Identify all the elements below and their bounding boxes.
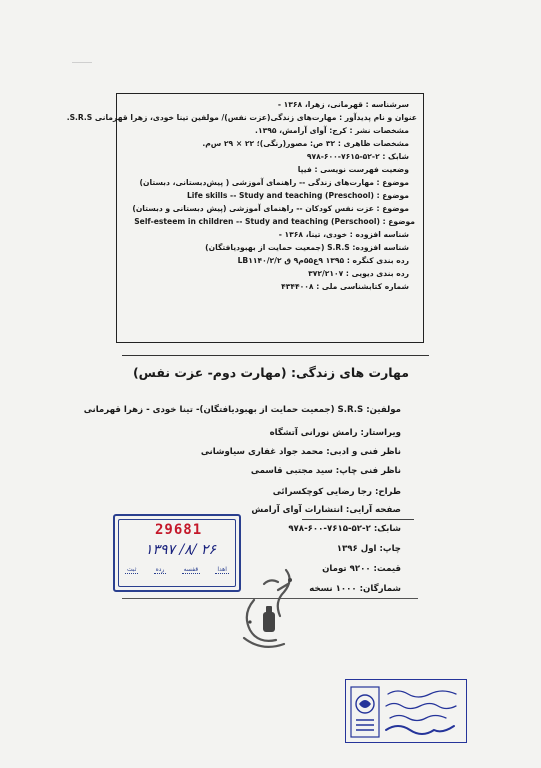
stamp-field: ثبت [127, 566, 137, 573]
library-stamp [113, 514, 241, 592]
credit-isbn: شابک: ۲-۵۲-۷۶۱۵-۶۰۰-۹۷۸ [288, 524, 401, 534]
stamp-date: ۱۳۹۷ /۸/ ۲۶ [145, 542, 216, 558]
cip-line: عنوان و نام پدیدآور : مهارت‌های زندگی(عزت نفس)/ مولفین تینا خودی، زهرا قهرمانی S.R.S. [66, 113, 417, 122]
cip-line: مشخصات ظاهری : ۳۲ ص: مصور(رنگی)؛ ۲۲ × ۲۹ س‌م. [202, 139, 409, 148]
cip-line: شابک : ۲-۵۲-۷۶۱۵-۶۰۰-۹۷۸ [306, 152, 409, 161]
library-emblem-stamp [345, 679, 467, 743]
credit-editor: ویراستار: رامش نورانی آتشگاه [269, 428, 401, 438]
cip-line: موضوع : Self-esteem in children -- Study and teaching (Perschool) [134, 217, 415, 226]
stamp-field: رده [155, 566, 165, 573]
cip-line: موضوع : مهارت‌های زندگی -- راهنمای آموزشی ( پیش‌دبستانی، دبستان) [139, 178, 409, 187]
cip-line: شناسه افزوده: S.R.S (جمعیت حمایت از بهبودیافتگان) [205, 243, 409, 252]
cip-line: شناسه افزوده : خودی، تینا، ۱۳۶۸ - [278, 230, 409, 239]
cip-line: شماره کتابشناسی ملی : ۴۳۴۴۰۰۸ [281, 282, 409, 291]
stamp-field: قفسه [183, 566, 199, 573]
cip-line: موضوع : عزت نفس کودکان -- راهنمای آموزشی (پیش دبستانی و دبستان) [132, 204, 409, 213]
credit-layout: صفحه آرایی: انتشارات آوای آرامش [251, 505, 401, 515]
book-title: مهارت های زندگی: (مهارت دوم- عزت نفس) [132, 365, 409, 380]
cip-line: مشخصات نشر : کرج: آوای آرامش، ۱۳۹۵. [255, 126, 409, 135]
credit-print-supervisor: ناظر فنی چاپ: سید مجتبی قاسمی [250, 466, 401, 476]
credit-price: قیمت: ۹۲۰۰ تومان [322, 564, 401, 574]
stamp-field: اهدا [217, 566, 227, 573]
credit-literary-supervisor: ناظر فنی و ادبی: محمد جواد غفاری سیاوشانی [200, 447, 401, 457]
cip-line: رده بندی دیویی : ۳۷۲/۲۱۰۷ [308, 269, 409, 278]
cip-line: موضوع : Life skills -- Study and teaching (Preschool) [186, 191, 409, 200]
divider [122, 355, 429, 356]
credit-authors: مولفین: S.R.S (جمعیت حمایت از بهبودیافتگان)- تینا خودی - زهرا قهرمانی [83, 405, 401, 415]
credit-circulation: شمارگان: ۱۰۰۰ نسخه [309, 584, 401, 594]
cataloguing-box [66, 93, 424, 343]
stamp-number: 29681 [155, 522, 203, 538]
credit-designer: طراح: رجا رضایی کوچکسرائی [272, 487, 401, 497]
divider [302, 519, 414, 520]
library-emblem-icon [350, 686, 380, 738]
cip-line: رده بندی کنگره : ۱۳۹۵ ۹ع۵۵م۹ ق LB۱۱۴۰/۲/۲ [237, 256, 409, 265]
stamp-calligraphy [382, 684, 462, 740]
cip-line: سرشناسه : قهرمانی، زهرا، ۱۳۶۸ - [277, 100, 409, 109]
credit-print: چاپ: اول ۱۳۹۶ [336, 544, 401, 554]
cip-line: وضعیت فهرست نویسی : فیپا [297, 165, 409, 174]
stamp-fields [125, 566, 229, 574]
publisher-logo-icon [224, 560, 314, 668]
scan-mark [72, 62, 92, 63]
